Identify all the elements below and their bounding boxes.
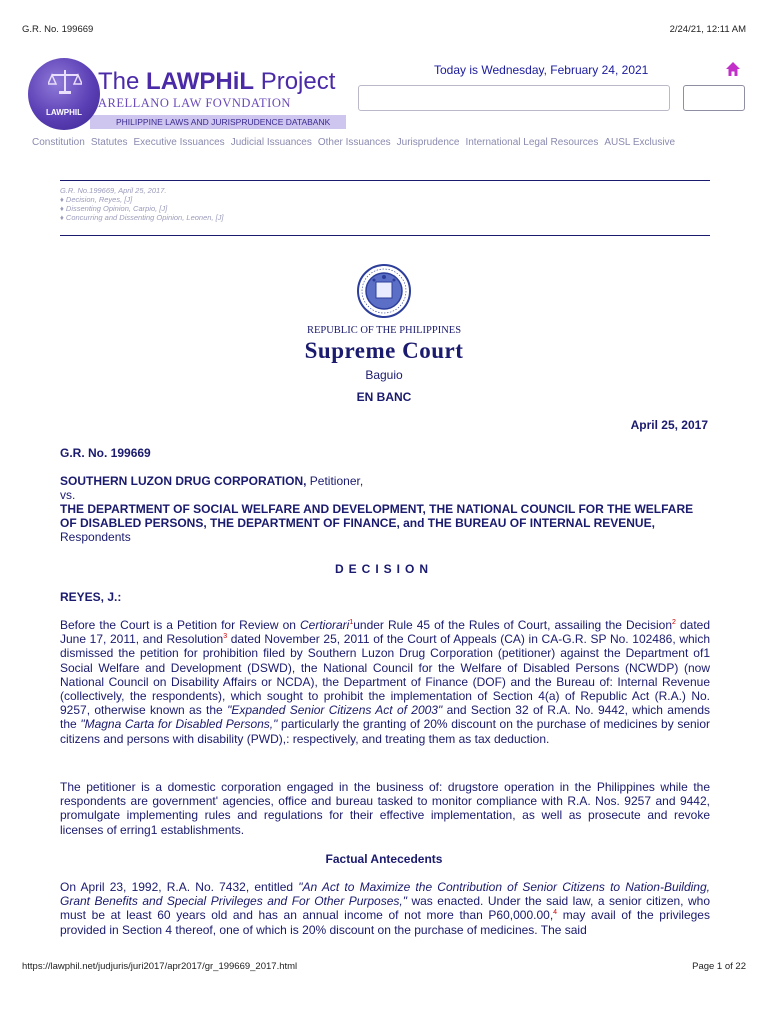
logo-band: PHILIPPINE LAWS AND JURISPRUDENCE DATABANK — [90, 115, 346, 129]
respondents-line: THE DEPARTMENT OF SOCIAL WELFARE AND DEVELOPMENT, THE NATIONAL COUNCIL FOR THE WELFARE OF DISABLED PERSONS, THE DEPARTMENT OF FINANCE, and THE BUREAU OF INTERNAL REVENUE, Respondents — [60, 502, 694, 544]
ponente: REYES, J.: — [60, 590, 122, 604]
decision-heading: DECISION — [334, 562, 433, 576]
petitioner-line: SOUTHERN LUZON DRUG CORPORATION, Petitioner, — [60, 474, 364, 488]
logo-subtitle: ARELLANO LAW FOVNDATION — [98, 96, 291, 110]
nav-link-statutes[interactable]: Statutes — [90, 137, 128, 148]
nav-link-jurisprudence[interactable]: Jurisprudence — [396, 137, 460, 148]
toc-item-case[interactable]: G.R. No.199669, April 25, 2017. — [60, 186, 167, 195]
nav-link-judicial-issuances[interactable]: Judicial Issuances — [230, 137, 312, 148]
footnote-4-link[interactable]: 4 — [553, 909, 558, 917]
lawphil-logo[interactable] — [28, 58, 348, 136]
logo-title: The LAWPHiL Project — [98, 68, 336, 95]
print-header-timestamp: 2/24/21, 12:11 AM — [669, 24, 746, 35]
toc-item-concurring-dissent[interactable]: ♦ Concurring and Dissenting Opinion, Leonen, [J] — [60, 213, 224, 222]
paragraph-2: The petitioner is a domestic corporation engaged in the business of: drugstore operation in the Philippines while the respondents are government' agencies, office and bureau tasked to monitor compliance with R.A. Nos. 9257 and 9442, promulgate implementing rules and regulations for their effective implementation, as well as prosecute and revoke licenses of erring1 establishments. — [60, 780, 710, 837]
republic-heading: REPUBLIC OF THE PHILIPPINES — [306, 325, 462, 336]
print-header-title: G.R. No. 199669 — [22, 24, 94, 35]
nav-link-international-legal-resources[interactable]: International Legal Resources — [465, 137, 599, 148]
nav-link-constitution[interactable]: Constitution — [32, 137, 85, 148]
court-division: EN BANC — [356, 390, 412, 404]
section-heading-factual-antecedents: Factual Antecedents — [325, 852, 443, 866]
toc-top-divider — [60, 180, 710, 181]
case-number: G.R. No. 199669 — [60, 446, 151, 460]
page-number: Page 1 of 22 — [692, 961, 746, 972]
home-icon[interactable] — [725, 61, 741, 77]
paragraph-1: Before the Court is a Petition for Review on Certiorari$^1$under Rule 45 of the Rules of Court, assailing the Decision$^2$ dated June 17, 2011, and Resolution$^3$ dated November 25, 2011 of the Court of Appeals (CA) in CA-G.R. SP No. 102486, which dismissed the petition for prohibition filed by Southern Luzon Drug Corporation (petitioner) against the Department of1 Social Welfare and Development (DSWD), the National Council for the Welfare of Disabled Persons (NCWDP) (now National Council on Disability Affairs or NCDA), the Department of Finance (DOF) and the Bureau of: Internal Revenue (collectively, the respondents), which sought to prohibit the implementation of Section 4(a) of Republic Act (R.A.) No. 9257, otherwise known as the "Expanded Senior Citizens Act of 2003" and Section 32 of R.A. No. 9442, which amends the "Magna Carta for Disabled Persons," particularly the granting of 20% discount on the purchase of medicines by senior citizens and persons with disability (PWD),: respectively, and treating them as tax deduction. — [60, 618, 711, 746]
footnote-1-link[interactable]: 1 — [349, 619, 354, 626]
versus: vs. — [60, 488, 76, 502]
print-footer — [22, 961, 746, 972]
logo-small-text: LAWPHIL — [46, 108, 82, 117]
today-date: Today is Wednesday, February 24, 2021 — [434, 63, 649, 77]
footnote-2-link[interactable]: 2 — [672, 619, 676, 626]
search-input[interactable] — [358, 85, 670, 111]
paragraph-3: On April 23, 1992, R.A. No. 7432, entitled "An Act to Maximize the Contribution of Senior Citizens to Nation-Building, Grant Benefits and Special Privileges and For Other Purposes," was enacted. Under the said law, a senior citizen, who must be at least 60 years old and has an annual income of not more than P60,000.00,$^4$ may avail of the privileges provided in Section 4 thereof, one of which is 20% discount on the purchase of medicines. The said — [60, 880, 710, 937]
footnote-3-link[interactable]: 3 — [223, 633, 228, 641]
supreme-court-seal — [357, 264, 411, 318]
toc-item-dissent[interactable]: ♦ Dissenting Opinion, Carpio, [J] — [60, 204, 168, 213]
toc-item-decision[interactable]: ♦ Decision, Reyes, [J] — [60, 195, 133, 204]
court-city: Baguio — [365, 368, 403, 382]
print-header — [22, 24, 746, 35]
nav-link-executive-issuances[interactable]: Executive Issuances — [133, 137, 225, 148]
logo-emblem — [28, 58, 100, 130]
nav-link-other-issuances[interactable]: Other Issuances — [317, 137, 391, 148]
court-name: Supreme Court — [304, 338, 464, 363]
table-of-contents — [60, 186, 224, 222]
scales-of-justice-icon — [48, 68, 82, 96]
search-button[interactable] — [683, 85, 745, 111]
main-nav — [32, 137, 675, 148]
nav-link-ausl-exclusive[interactable]: AUSL Exclusive — [604, 137, 676, 148]
case-caption — [60, 474, 710, 544]
page-url: https://lawphil.net/judjuris/juri2017/apr2017/gr_199669_2017.html — [22, 961, 298, 972]
toc-bottom-divider — [60, 235, 710, 236]
decision-date: April 25, 2017 — [630, 418, 708, 432]
